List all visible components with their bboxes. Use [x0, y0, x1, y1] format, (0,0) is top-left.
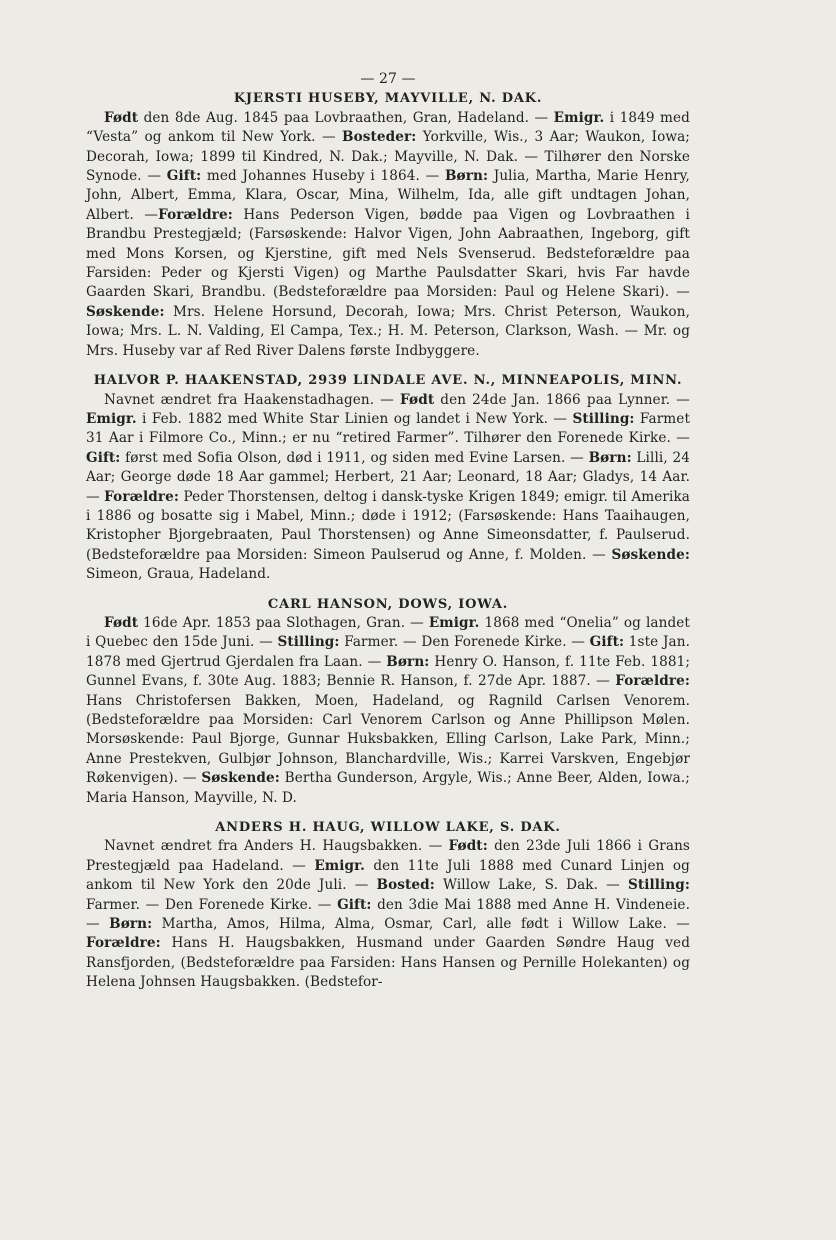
entry-title: ANDERS H. HAUG, WILLOW LAKE, S. DAK. [215, 820, 561, 836]
field-label: Søskende: [86, 303, 165, 320]
field-text: Lilli, 24 Aar; George døde 18 Aar gammel; Herbert, 21 Aar; Leonard, 18 Aar; Gladys, 14 Aar. — [86, 449, 690, 505]
field-label: Børn: [386, 653, 430, 670]
entry [86, 595, 690, 808]
field-text: Henry O. Hanson, f. 11te Feb. 1881; Gunnel Evans, f. 30te Aug. 1883; Bennie R. Hanson, f. 27de Apr. 1887. — [86, 653, 690, 690]
field-text: Mrs. Helene Horsund, Decorah, Iowa; Mrs. Christ Peterson, Waukon, Iowa; Mrs. L. N. Valding, El Campa, Tex.; H. M. Peterson, Clarkson, Wash. — Mr. og Mrs. Huseby var af Red River Dalens første Indbyggere. [86, 303, 690, 359]
field-text: den 23de Juli 1866 i Grans Prestegjæld paa Hadeland. — [86, 838, 690, 874]
entry-body [86, 837, 690, 992]
field-label: Bosted: [376, 877, 435, 894]
field-label: Bosteder: [342, 129, 417, 146]
page-number: — 27 — [360, 71, 416, 87]
field-text: i 1849 med “Vesta” og ankom til New York. — [86, 109, 690, 146]
field-label: Gift: [589, 634, 625, 651]
field-label: Forældre: [615, 673, 690, 690]
field-text: Hans H. Haugsbakken, Husmand under Gaarden Søndre Haug ved Ransfjorden, (Bedsteforældre paa Farsiden: Hans Hansen og Pernille Holekanten) og Helena Johnsen Haugsbakken. (Bedstefor- [86, 935, 690, 991]
field-text: Bertha Gunderson, Argyle, Wis.; Anne Beer, Alden, Iowa.; Maria Hanson, Mayville, N. D. [86, 770, 690, 806]
entry-body [86, 109, 690, 361]
field-text: den 24de Jan. 1866 paa Lynner. — [434, 391, 691, 408]
field-text: i Feb. 1882 med White Star Linien og landet i New York. — [136, 410, 573, 427]
field-label: Emigr. [86, 410, 137, 427]
field-label: Født [104, 109, 139, 126]
field-text: 1868 med “Onelia” og landet i Quebec den 15de Juni. — [86, 614, 690, 651]
entry [86, 89, 690, 361]
field-label: Gift: [86, 449, 121, 466]
field-text: først med Sofia Olson, død i 1911, og siden med Evine Larsen. — [120, 449, 589, 466]
field-text: Farmet 31 Aar i Filmore Co., Minn.; er nu “retired Farmer”. Tilhører den Forenede Kirke. — [86, 410, 691, 447]
field-label: Stilling: [572, 410, 635, 427]
field-label: Søskende: [611, 546, 690, 563]
entry-body [86, 391, 690, 585]
field-label: Emigr. [553, 109, 605, 126]
field-label: Født: [448, 838, 488, 855]
entry [86, 371, 690, 584]
field-text: Simeon, Graua, Hadeland. [86, 566, 271, 583]
field-text: Hans Pederson Vigen, bødde paa Vigen og Lovbraathen i Brandbu Prestegjæld; (Farsøskende: Halvor Vigen, John Aabraathen, Ingeborg, gift med Mons Korsen, og Kjerstine, gift med Nels Svenserud. Bedsteforældre paa Farsiden: Peder og Kjersti Vigen) og Marthe Paulsdatter Skari, hvis Far havde Gaarden Skari, Brandbu. (Bedsteforældre paa Morsiden: Paul og Helene Skari). — [86, 206, 690, 301]
entry-title: HALVOR P. HAAKENSTAD, 2939 LINDALE AVE. N., MINNEAPOLIS, MINN. [93, 373, 683, 389]
field-label: Født [400, 391, 435, 408]
field-text: med Johannes Huseby i 1864. — [201, 168, 445, 185]
field-text: Willow Lake, S. Dak. — [434, 877, 628, 894]
field-text: Farmer. — Den Forenede Kirke. — [86, 896, 338, 913]
page-content [86, 70, 690, 1003]
field-label: Stilling: [627, 877, 690, 894]
field-text: den 8de Aug. 1845 paa Lovbraathen, Gran, Hadeland. — [138, 109, 554, 126]
field-label: Søskende: [201, 770, 280, 787]
field-text: Yorkville, Wis., 3 Aar; Waukon, Iowa; Decorah, Iowa; 1899 til Kindred, N. Dak.; Mayville, N. Dak. — Tilhører den Norske Synode. — [86, 129, 690, 185]
field-text: Navnet ændret fra Anders H. Haugsbakken. — [104, 838, 449, 855]
field-text: Peder Thorstensen, deltog i dansk-tyske Krigen 1849; emigr. til Amerika i 1886 og bosatte sig i Mabel, Minn.; døde i 1912; (Farsøskende: Hans Taaihaugen, Kristopher Bjorgebraaten, Paul Thorstensen) og Anne Simeonsdatter, f. Paulserud. (Bedsteforældre paa Morsiden: Simeon Paulserud og Anne, f. Molden. — [86, 488, 690, 563]
entry [86, 818, 690, 993]
entry-title: CARL HANSON, DOWS, IOWA. [267, 596, 509, 612]
field-text: 16de Apr. 1853 paa Slothagen, Gran. — [138, 614, 429, 631]
field-label: Emigr. [428, 614, 480, 631]
field-label: Forældre: [104, 488, 179, 505]
field-label: Født [104, 614, 139, 631]
field-text: den 3die Mai 1888 med Anne H. Vindeneie. — [86, 896, 690, 933]
field-label: Stilling: [277, 634, 340, 651]
entry-title: KJERSTI HUSEBY, MAYVILLE, N. DAK. [233, 91, 543, 107]
field-label: Emigr. [314, 857, 365, 874]
entry-body [86, 614, 690, 808]
field-label: Forældre: [86, 935, 161, 952]
field-label: Gift: [337, 896, 372, 913]
field-label: Børn: [444, 168, 489, 185]
field-label: Børn: [109, 916, 153, 933]
field-label: Gift: [166, 168, 202, 185]
field-text: Farmer. — Den Forenede Kirke. — [339, 634, 590, 651]
field-label: Forældre: [158, 206, 233, 223]
field-text: 1ste Jan. 1878 med Gjertrud Gjerdalen fra Laan. — [86, 634, 691, 670]
field-text: Navnet ændret fra Haakenstadhagen. — [104, 391, 401, 408]
field-label: Børn: [588, 449, 632, 466]
field-text: den 11te Juli 1888 med Cunard Linjen og ankom til New York den 20de Juli. — [86, 857, 690, 894]
field-text: Hans Christofersen Bakken, Moen, Hadeland, og Ragnild Carlsen Venorem. (Bedsteforældre paa Morsiden: Carl Venorem Carlson og Anne Phillipson Mølen. Morsøskende: Paul Bjorge, Gunnar Huksbakken, Elling Carlson, Lake Park, Minn.; Anne Prestekven, Gulbjør Johnson, Blanchardville, Wis.; Karrei Varskven, Engebjør Røkenvigen). — [86, 692, 690, 787]
field-text: Julia, Martha, Marie Henry, John, Albert, Emma, Klara, Oscar, Mina, Wilhelm, Ida, alle gift undtagen Johan, Albert. — [86, 168, 690, 223]
field-text: Martha, Amos, Hilma, Alma, Osmar, Carl, alle født i Willow Lake. — [152, 916, 690, 933]
